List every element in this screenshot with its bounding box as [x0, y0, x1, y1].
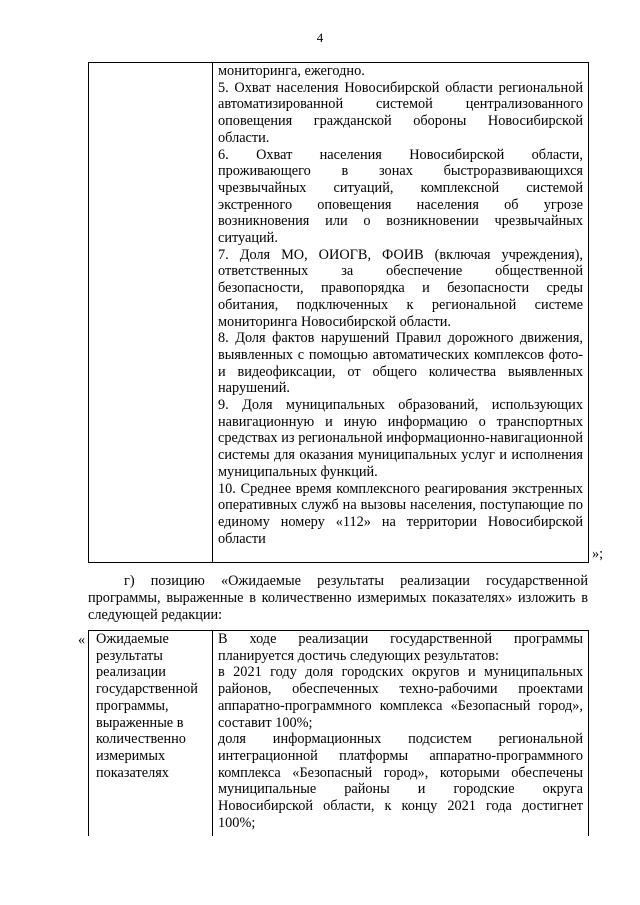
table-border-right: [588, 62, 589, 563]
indicator-item: 9. Доля муниципальных образований, использующих навигационную и иную информацию о транспортных средствах из региональной информационно-навигационной системы для оказания муниципальных услуг и исполнения муниципальных функций.: [218, 397, 583, 480]
indicator-item: 6. Охват населения Новосибирской области, проживающего в зонах быстроразвивающихся чрезвычайных ситуаций, комплексной системой экстренного оповещения населения об угрозе возникновения или о возникновении чрезвычайных ситуаций.: [218, 146, 583, 247]
table-column-divider: [212, 62, 213, 563]
indicator-item: 5. Охват населения Новосибирской области региональной автоматизированной системой централизованного оповещения гражданской обороны Новосибирской области.: [218, 79, 583, 146]
indicator-item: 10. Среднее время комплексного реагирования экстренных оперативных служб на вызовы населения, поступающие по единому номеру «112» на территории Новосибирской области: [218, 480, 583, 547]
table-column-divider: [212, 630, 213, 836]
expected-results-label: Ожидаемые результаты реализации государственной программы, выраженные в количественно измеримых показателях: [96, 631, 198, 781]
table-border-left: [88, 62, 89, 563]
table-border-right: [588, 630, 589, 836]
result-item: в 2021 году доля городских округов и муниципальных районов, обеспеченных техно-рабочими проектами аппаратно-программного комплекса «Безопасный город», составит 100%;: [218, 664, 583, 731]
table-border-bottom: [88, 562, 589, 563]
result-item: доля информационных подсистем региональной интеграционной платформы аппаратно-программного комплекса «Безопасный город», которыми обеспечены муниципальные районы и городские округа Новосибирской области, к концу 2021 года достигнет 100%;: [218, 731, 583, 831]
result-item: В ходе реализации государственной программы планируется достичь следующих результатов:: [218, 631, 583, 664]
closing-quote: »;: [592, 546, 604, 562]
expected-results-cell: [218, 631, 583, 831]
page-number: 4: [316, 30, 324, 45]
table-border-left: [88, 630, 89, 836]
indicator-item: 7. Доля МО, ОИОГВ, ФОИВ (включая учреждения), ответственных за обеспечение общественной безопасности, правопорядка и безопасности среды обитания, подключенных к региональной системе мониторинга Новосибирской области.: [218, 246, 583, 330]
opening-quote: «: [78, 632, 86, 648]
indicator-item: мониторинга, ежегодно.: [218, 63, 365, 79]
edit-instruction-paragraph: г) позицию «Ожидаемые результаты реализации государственной программы, выраженные в количественно измеримых показателях» изложить в следующей редакции:: [88, 573, 588, 623]
indicators-cell: [218, 63, 583, 547]
indicator-item: 8. Доля фактов нарушений Правил дорожного движения, выявленных с помощью автоматических комплексов фото- и видеофиксации, от общего количества выявленных нарушений.: [218, 330, 583, 397]
